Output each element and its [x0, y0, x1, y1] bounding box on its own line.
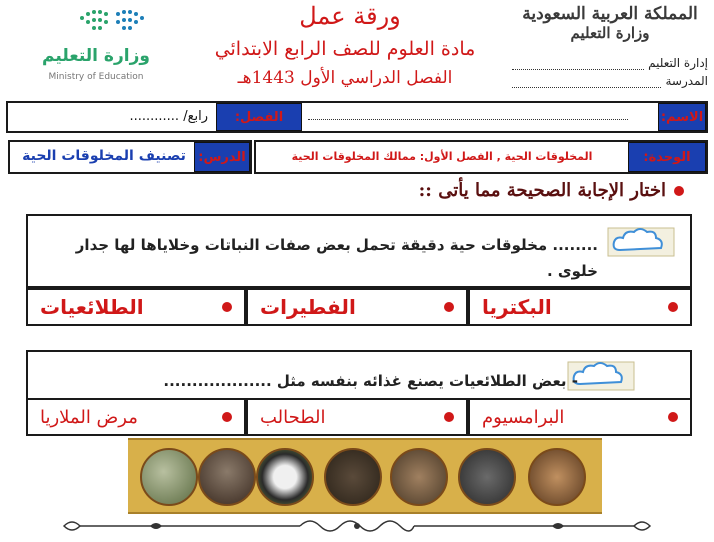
animal-photo-icon — [198, 448, 256, 506]
admin-line — [512, 56, 708, 70]
bullet-dot-icon — [668, 412, 678, 422]
option-2c-label: مرض الملاريا — [40, 406, 138, 428]
animal-photo-icon — [390, 448, 448, 506]
kingdom-text: المملكة العربية السعودية — [522, 4, 698, 24]
bullet-dot-icon — [222, 302, 232, 312]
option-1a-label: البكتريا — [482, 295, 552, 319]
info-row-name-class — [6, 101, 708, 133]
bullet-dot-icon — [444, 302, 454, 312]
animal-strip — [128, 438, 602, 514]
question-2-text: - بعض الطلائعيات يصنع غذائه بنفسه مثل ................... — [163, 372, 578, 390]
option-1c-label: الطلائعيات — [40, 295, 144, 319]
bullet-dot-icon — [222, 412, 232, 422]
option-1c[interactable] — [28, 290, 246, 324]
option-2b[interactable] — [246, 400, 468, 434]
unit-label: الوحدة: — [628, 142, 706, 172]
subject-line: مادة العلوم للصف الرابع الابتدائي — [214, 38, 476, 60]
question-2-box — [26, 350, 692, 400]
ministry-text: وزارة التعليم — [570, 24, 650, 42]
question-2-options — [26, 398, 692, 436]
cloud-icon — [606, 224, 676, 258]
kingdom-logo — [520, 4, 700, 54]
bullet-dot-icon — [674, 186, 684, 196]
question-1-options — [26, 288, 692, 326]
info-row-unit — [254, 140, 708, 174]
class-field[interactable]: رابع/ ............ — [129, 109, 208, 124]
ministry-logo — [26, 8, 166, 88]
ornament-divider — [0, 514, 714, 538]
lesson-label: الدرس: — [194, 142, 250, 172]
term-line: الفصل الدراسي الأول 1443هـ — [237, 68, 453, 88]
ministry-emblem-icon — [74, 8, 164, 42]
school-line — [512, 74, 708, 88]
info-row-lesson — [8, 140, 252, 174]
animal-photo-icon — [458, 448, 516, 506]
option-2c[interactable] — [28, 400, 246, 434]
animal-photo-icon — [324, 448, 382, 506]
option-1b[interactable] — [246, 290, 468, 324]
class-label: الفصل: — [216, 103, 302, 131]
animal-photo-icon — [528, 448, 586, 506]
instruction-text: اختار الإجابة الصحيحة مما يأتى :: — [418, 180, 666, 201]
name-field[interactable] — [308, 119, 628, 120]
bullet-dot-icon — [668, 302, 678, 312]
animal-photo-icon — [140, 448, 198, 506]
name-label: الاسم: — [658, 103, 706, 131]
lesson-value: تصنيف المخلوقات الحية — [22, 148, 186, 164]
bullet-dot-icon — [444, 412, 454, 422]
question-1-text: ........ مخلوقات حية دقيقة تحمل بعض صفات النباتات وخلاياها لها جدار خلوى . — [75, 236, 598, 280]
animal-photo-icon — [256, 448, 314, 506]
school-label: المدرسة — [665, 74, 708, 88]
question-1-box — [26, 214, 692, 288]
worksheet-title: ورقة عمل — [299, 2, 401, 30]
logo-arabic-text: وزارة التعليم — [42, 46, 150, 66]
option-2a-label: البرامسيوم — [482, 406, 565, 428]
unit-value: المخلوقات الحية , الفصل الأول: ممالك المخلوقات الحية — [291, 150, 593, 163]
admin-label: إدارة التعليم — [648, 56, 708, 70]
option-2b-label: الطحالب — [260, 406, 326, 428]
instruction-line — [320, 180, 684, 201]
logo-english-text: Ministry of Education — [48, 72, 144, 82]
option-1a[interactable] — [468, 290, 690, 324]
option-1b-label: الفطيرات — [260, 295, 356, 319]
option-2a[interactable] — [468, 400, 690, 434]
